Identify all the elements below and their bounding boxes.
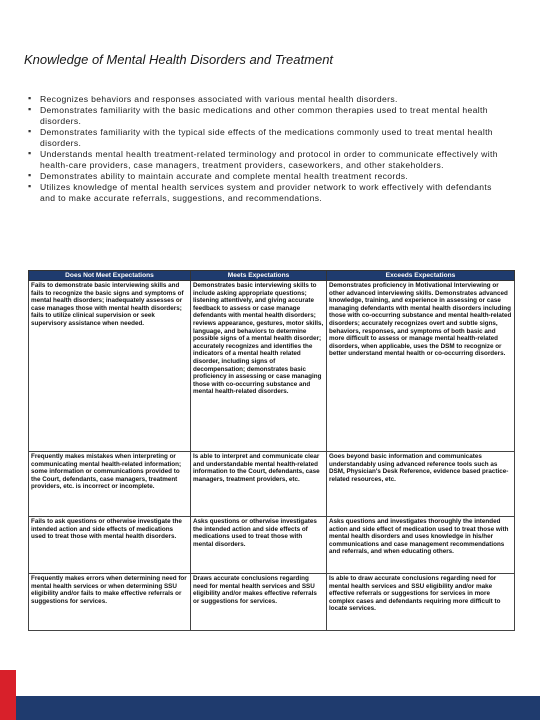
header-exceeds: Exceeds Expectations (327, 271, 515, 281)
table-row (29, 574, 515, 631)
bullet-item: ▪ Understands mental health treatment-related terminology and protocol in order to communicate effectively with health-care providers, case managers, treatment providers, caseworkers, and other stakeholders. (28, 149, 508, 171)
header-does-not-meet: Does Not Meet Expectations (29, 271, 191, 281)
bullet-item: ▪ Demonstrates familiarity with the basic medications and other common therapies used to treat mental health disorders. (28, 105, 508, 127)
table-cell: Frequently makes errors when determining need for mental health services or when determining SSU eligibility and/or fails to make effective referrals or suggestions for services. (29, 574, 191, 631)
table-row (29, 281, 515, 452)
footer-accent-stripe (0, 670, 16, 720)
table-row (29, 452, 515, 517)
table-cell: Fails to ask questions or otherwise investigate the intended action and side effects of medications used to treat those with mental health disorders. (29, 517, 191, 574)
footer-bar (0, 696, 540, 720)
bullet-item: ▪ Demonstrates ability to maintain accurate and complete mental health treatment records. (28, 171, 508, 182)
bullet-item: ▪ Recognizes behaviors and responses associated with various mental health disorders. (28, 94, 508, 105)
table-cell: Fails to demonstrate basic interviewing skills and fails to recognize the basic signs and symptoms of mental health disorders; inadequately assesses or case manages those with mental health disorders; fails to utilize clinical supervision or seek supervisory assistance when needed. (29, 281, 191, 452)
table-cell: Demonstrates basic interviewing skills to include asking appropriate questions; listening attentively, and giving accurate feedback to assess or case manage defendants with mental health disorders; reviews appearance, gestures, motor skills, language, and behaviors to determine possible signs of a mental health disorder; accurately recognizes and identifies the indicators of a mental health related disorder, including signs of decompensation; demonstrates basic proficiency in assessing or case managing those with co-occurring substance and mental health-related disorders. (191, 281, 327, 452)
bullet-item: ▪ Demonstrates familiarity with the typical side effects of the medications commonly used to treat mental health disorders. (28, 127, 508, 149)
bullet-item: ▪ Utilizes knowledge of mental health services system and provider network to work effectively with defendants and to make accurate referrals, suggestions, and recommendations. (28, 182, 508, 204)
table-header-row (29, 271, 515, 281)
page-title: Knowledge of Mental Health Disorders and Treatment (24, 52, 334, 67)
table-cell: Demonstrates proficiency in Motivational Interviewing or other advanced interviewing skills. Demonstrates advanced knowledge, training, and experience in assessing or case managing defendants with mental health disorders including those with co-occurring substance and mental health-related disorders; accurately recognizes overt and subtle signs, behaviors, responses, and symptoms of both basic and more difficult to assess or manage mental health-related disorders, when applicable, uses the DSM to recognize or better understand mental health or co-occurring disorders. (327, 281, 515, 452)
expectations-rubric-table (28, 270, 515, 631)
table-cell: Asks questions and investigates thoroughly the intended action and side effect of medication used to treat those with mental health disorders and uses knowledge in his/her communications and case management recommendations and referrals, and when educating others. (327, 517, 515, 574)
table-cell: Draws accurate conclusions regarding need for mental health services and SSU eligibility and/or makes effective referrals or suggestions for services. (191, 574, 327, 631)
table-cell: Is able to interpret and communicate clear and understandable mental health-related information to the Court, defendants, case managers, treatment providers, etc. (191, 452, 327, 517)
table-cell: Frequently makes mistakes when interpreting or communicating mental health-related information; some information or communications provided to the Court, defendants, case managers, treatment providers, etc. is incorrect or incomplete. (29, 452, 191, 517)
table-cell: Goes beyond basic information and communicates understandably using advanced reference tools such as DSM, Physician's Desk Reference, evidence based practice-related resources, etc. (327, 452, 515, 517)
table-cell: Asks questions or otherwise investigates the intended action and side effects of medications used to treat those with mental disorders. (191, 517, 327, 574)
table-row (29, 517, 515, 574)
table-cell: Is able to draw accurate conclusions regarding need for mental health services and SSU eligibility and/or make effective referrals or suggestions for services in more complex cases and defendants requiring more difficult to locate services. (327, 574, 515, 631)
competency-bullet-list (28, 94, 508, 204)
header-meets: Meets Expectations (191, 271, 327, 281)
